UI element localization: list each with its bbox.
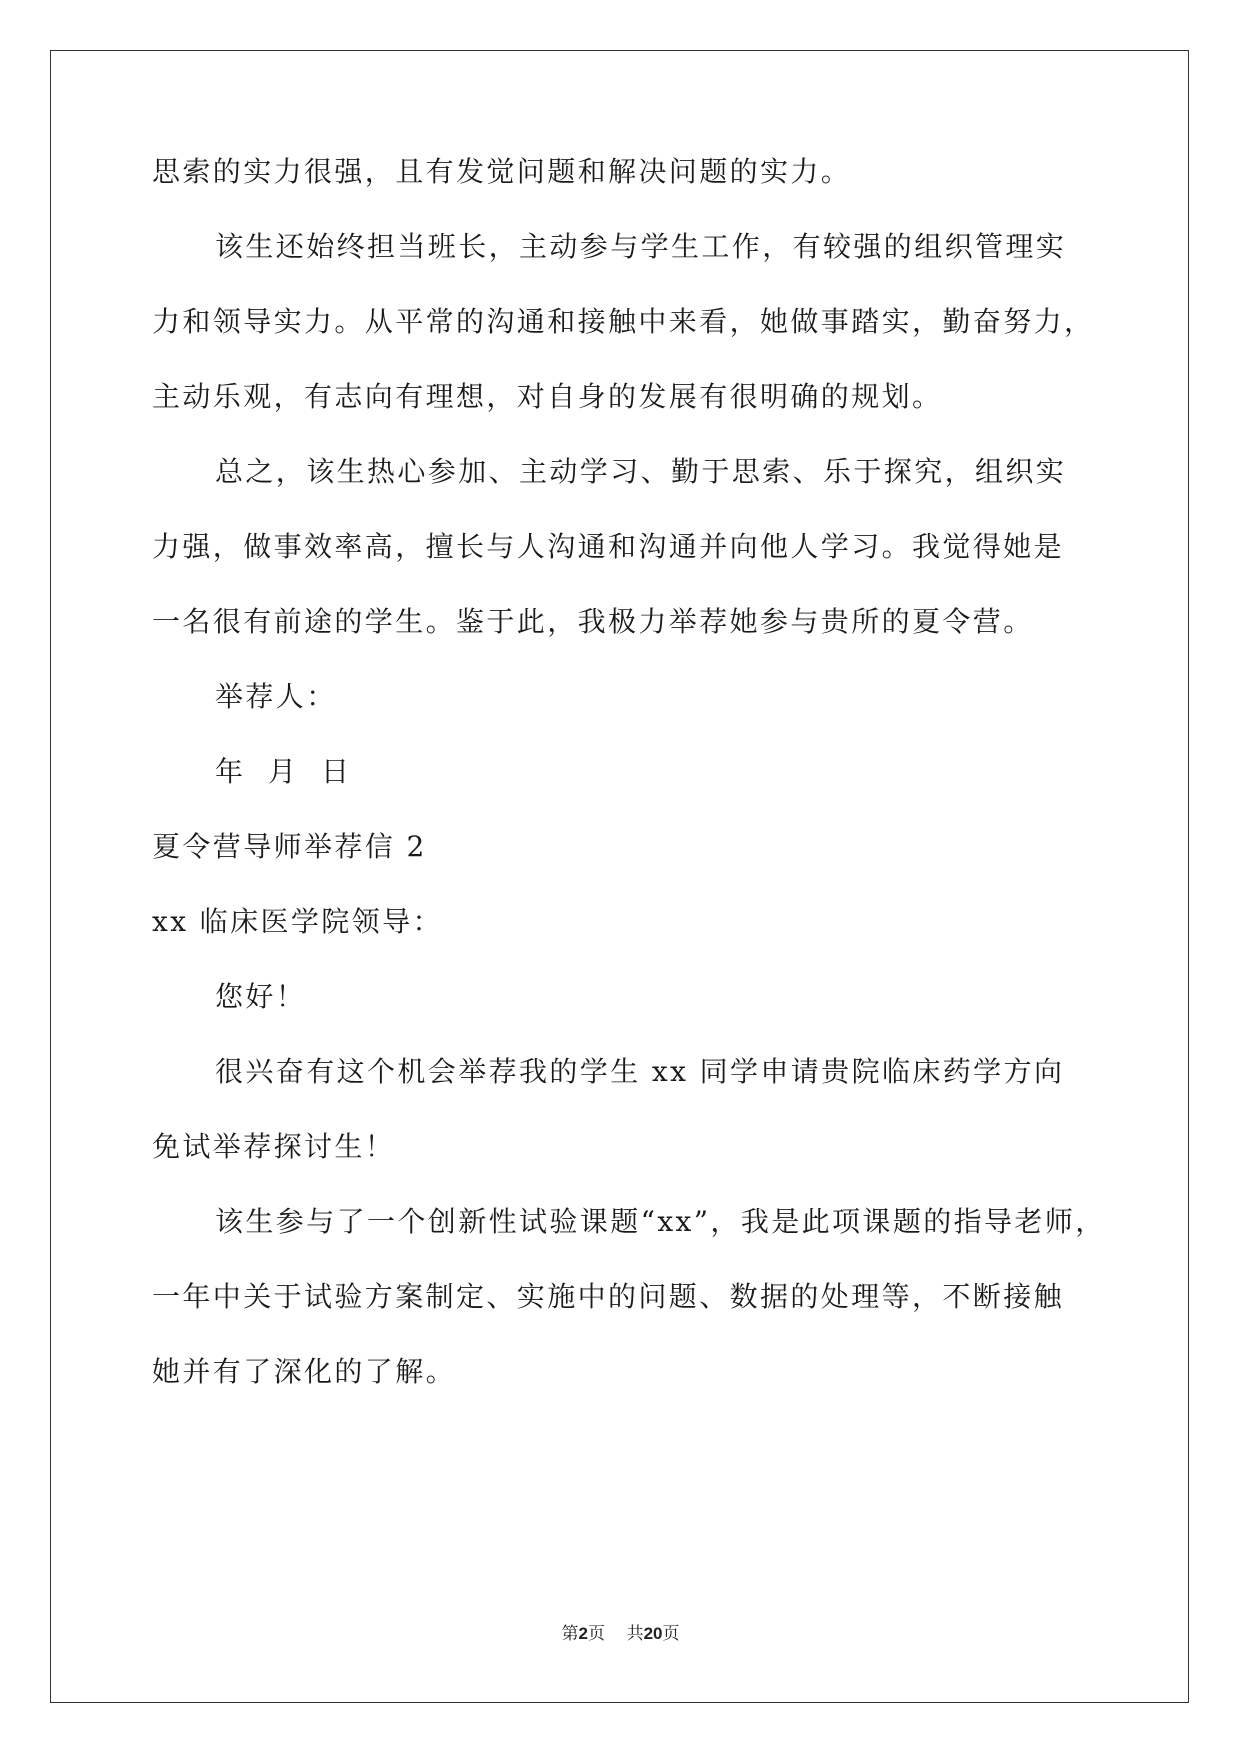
paragraph-line: 总之，该生热心参加、主动学习、勤于思索、乐于探究，组织实 xyxy=(215,455,1067,488)
greeting: 您好！ xyxy=(215,980,307,1013)
footer-total-pages: 20 xyxy=(643,1624,663,1643)
page-footer xyxy=(0,1622,1241,1646)
footer-total-prefix: 共 xyxy=(626,1624,644,1644)
footer-total-unit: 页 xyxy=(662,1624,680,1644)
salutation: xx 临床医学院领导： xyxy=(152,905,443,938)
paragraph-line: 一名很有前途的学生。鉴于此，我极力举荐她参与贵所的夏令营。 xyxy=(152,605,1034,638)
footer-page-number: 2 xyxy=(578,1624,588,1643)
paragraph-line: 力强，做事效率高，擅长与人沟通和沟通并向他人学习。我觉得她是 xyxy=(152,530,1065,563)
footer-page-unit: 页 xyxy=(587,1624,605,1644)
paragraph-line: 很兴奋有这个机会举荐我的学生 xx 同学申请贵院临床药学方向 xyxy=(215,1055,1065,1088)
date-line: 年 月 日 xyxy=(215,755,352,788)
page-border xyxy=(50,50,1189,1703)
paragraph-line: 该生还始终担当班长，主动参与学生工作，有较强的组织管理实 xyxy=(215,230,1067,263)
section-title: 夏令营导师举荐信 2 xyxy=(152,830,427,863)
footer-prefix: 第 xyxy=(561,1624,579,1644)
paragraph-line: 一年中关于试验方案制定、实施中的问题、数据的处理等，不断接触 xyxy=(152,1280,1065,1313)
recommender-label: 举荐人： xyxy=(215,680,337,713)
paragraph-line: 她并有了深化的了解。 xyxy=(152,1355,457,1388)
paragraph-line: 思索的实力很强，且有发觉问题和解决问题的实力。 xyxy=(152,155,852,188)
paragraph-line: 免试举荐探讨生！ xyxy=(152,1130,396,1163)
paragraph-line: 力和领导实力。从平常的沟通和接触中来看，她做事踏实，勤奋努力， xyxy=(152,305,1095,338)
paragraph-line: 该生参与了一个创新性试验课题“xx”，我是此项课题的指导老师， xyxy=(215,1205,1106,1238)
paragraph-line: 主动乐观，有志向有理想，对自身的发展有很明确的规划。 xyxy=(152,380,943,413)
